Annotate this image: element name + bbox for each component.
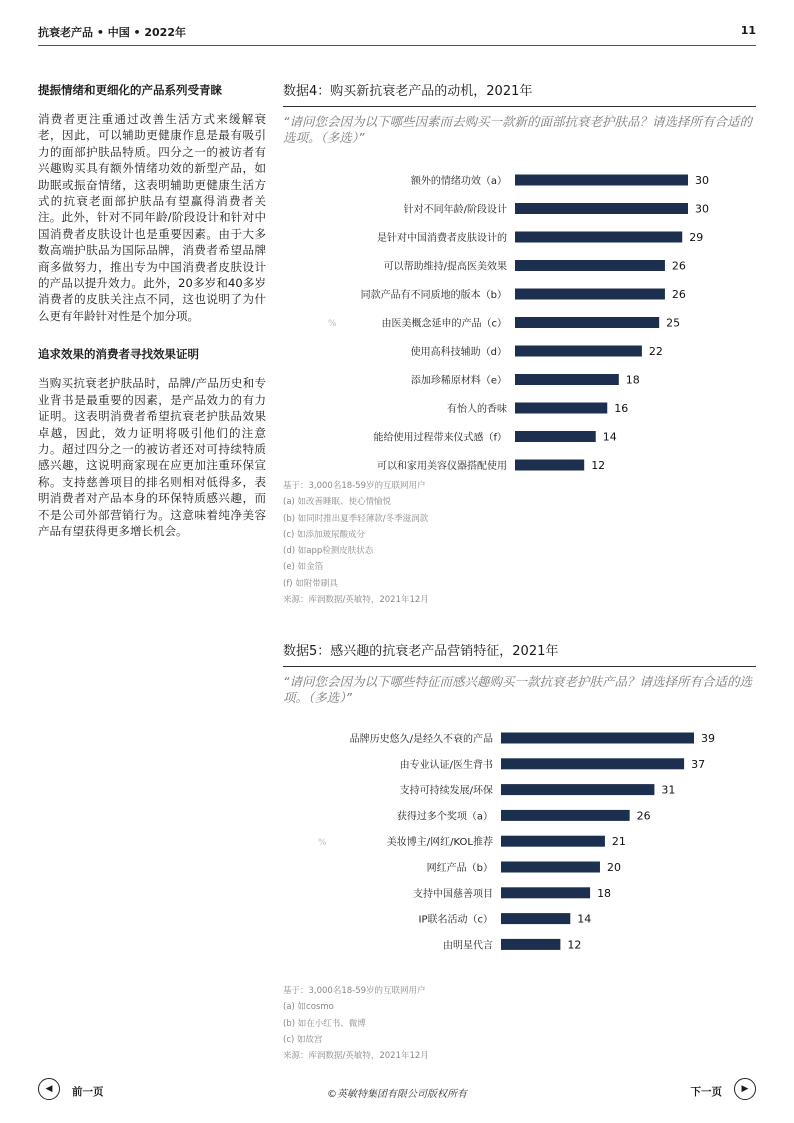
bar (515, 403, 607, 414)
figure-5-note: (a) 如cosmo (283, 1002, 334, 1013)
value-label: 18 (597, 886, 612, 900)
figure-4-note: (f) 如附带刷具 (283, 578, 338, 589)
category-label: 可以帮助维持/提高医美效果 (383, 261, 507, 273)
figure-5-notes (283, 983, 756, 1064)
figure-5-title: 数据5：感兴趣的抗衰老产品营销特征，2021年 (283, 643, 756, 667)
value-label: 14 (577, 912, 592, 926)
value-label: 30 (695, 202, 709, 216)
bar (501, 810, 630, 821)
section2-body: 当购买抗衰老护肤品时，品牌/产品历史和专业背书是最重要的因素，是产品效力的有力证明。这表明消费者希望抗衰老护肤品效果卓越，因此，效力证明将吸引他们的注意力。超过四分之一的被访者还对可持续特质感兴趣，这说明商家现在应更加注重环保宣称。支持慈善项目的排名则相对低得多，表明消费者对产品本身的环保特质感兴趣，而不是公司外部营销行为。这意味着纯净美容产品有望获得更多增长机会。 (38, 376, 266, 538)
category-label: 由明星代言 (443, 940, 493, 952)
value-label: 29 (689, 231, 704, 244)
page-number: 11 (740, 24, 756, 37)
figure-4-note: (c) 如添加玻尿酸成分 (283, 529, 366, 540)
category-label: 可以和家用美容仪器搭配使用 (377, 461, 507, 472)
value-label: 20 (606, 861, 621, 874)
value-label: 18 (625, 373, 640, 387)
figure-5-chart (283, 706, 756, 981)
value-label: 16 (614, 402, 629, 415)
value-label: 14 (602, 430, 617, 444)
category-label: 由医美概念延申的产品（c） (381, 318, 507, 330)
unit-label: % (328, 319, 337, 329)
figure-4-note: (b) 如同时推出夏季轻薄款/冬季滋润款 (283, 513, 429, 524)
bar (515, 346, 642, 357)
figure-4-chart (283, 146, 756, 476)
value-label: 26 (671, 259, 686, 273)
figure-4-note: (a) 如改善睡眠、使心情愉悦 (283, 497, 392, 508)
category-label: IP联名活动（c） (418, 914, 493, 926)
figure-4-note: (e) 如金箔 (283, 562, 324, 573)
value-label: 12 (567, 938, 582, 952)
category-label: 有怡人的香味 (447, 404, 507, 415)
figure-4-title: 数据4：购买新抗衰老产品的动机，2021年 (283, 83, 756, 107)
category-label: 网红产品（b） (426, 863, 493, 874)
figure-4-notes (283, 478, 756, 608)
bar (501, 862, 600, 873)
page-footer (38, 1076, 756, 1104)
bar (501, 913, 570, 924)
next-page-link[interactable]: 下一页 (690, 1086, 722, 1098)
section1-heading: 提振情绪和更细化的产品系列受青睐 (38, 83, 222, 97)
bar (501, 939, 560, 950)
next-page-button[interactable] (734, 1078, 756, 1100)
bar (515, 317, 659, 328)
unit-label: % (318, 838, 327, 848)
bar (501, 784, 654, 795)
next-arrow-icon: ▶ (741, 1084, 749, 1094)
category-label: 额外的情绪功效（a） (410, 176, 507, 187)
figure-4-note: 来源：库润数据/英敏特，2021年12月 (283, 595, 429, 606)
bar (501, 836, 605, 847)
value-label: 12 (591, 459, 606, 472)
category-label: 支持中国慈善项目 (413, 888, 493, 900)
value-label: 25 (666, 316, 681, 330)
figure-5-note: 来源：库润数据/英敏特，2021年12月 (283, 1051, 429, 1062)
copyright-text: ©英敏特集团有限公司版权所有 (327, 1089, 467, 1100)
figure-5-note: (c) 如故宫 (283, 1034, 323, 1045)
bar (515, 260, 665, 271)
category-label: 同款产品有不同质地的版本（b） (360, 290, 507, 301)
value-label: 26 (636, 809, 651, 823)
bar (501, 758, 684, 769)
report-title: 抗衰老产品 • 中国 • 2022年 (38, 26, 186, 39)
figure-5-note: 基于：3,000名18-59岁的互联网用户 (283, 986, 426, 996)
value-label: 30 (695, 174, 709, 187)
section2-heading: 追求效果的消费者寻找效果证明 (38, 347, 199, 362)
value-label: 39 (701, 732, 715, 745)
section1-body: 消费者更注重通过改善生活方式来缓解衰老，因此，可以辅助更健康作息是最有吸引力的面部护肤品特质。四分之一的被访者有兴趣购买具有额外情绪功效的新型产品，如助眠或振奋情绪，这表明辅助更健康生活方式的抗衰老面部护肤品有望赢得消费者关注。此外，针对不同年龄/阶段设计和针对中国消费者皮肤设计也是重要因素。由于大多数高端护肤品为国际品牌，消费者希望品牌商多做努力，推出专为中国消费者皮肤设计的产品以提升效力。此外，20多岁和40多岁消费者的皮肤关注点不同，这也说明了为什么更有年龄针对性是个加分项。 (38, 112, 266, 323)
bar (515, 175, 688, 186)
bar (501, 733, 694, 744)
category-label: 由专业认证/医生背书 (399, 759, 493, 771)
value-label: 22 (648, 345, 663, 358)
bar (515, 374, 619, 385)
left-column (38, 82, 266, 561)
bar (515, 232, 682, 243)
value-label: 26 (671, 288, 686, 301)
category-label: 针对不同年龄/阶段设计 (403, 204, 507, 216)
category-label: 支持可持续发展/环保 (399, 785, 493, 797)
figure-5 (283, 643, 756, 1064)
value-label: 37 (691, 757, 706, 771)
bar (515, 203, 688, 214)
figure-4-note: 基于：3,000名18-59岁的互联网用户 (283, 481, 426, 491)
category-label: 添加珍稀原材料（e） (410, 375, 507, 387)
category-label: 获得过多个奖项（a） (396, 811, 493, 823)
category-label: 品牌历史悠久/是经久不衰的产品 (349, 734, 493, 745)
figure-5-note: (b) 如在小红书、微博 (283, 1018, 366, 1029)
page-header (38, 24, 756, 42)
figure-4-question: “请问您会因为以下哪些因素而去购买一款新的面部抗衰老护肤品？请选择所有合适的选项。（多选）” (283, 114, 752, 145)
prev-page-link[interactable]: 前一页 (72, 1086, 104, 1098)
figure-5-question: “请问您会因为以下哪些特征而感兴趣购买一款抗衰老护肤产品？请选择所有合适的选项。（多选）” (283, 674, 752, 705)
bar (515, 431, 596, 442)
category-label: 是针对中国消费者皮肤设计的 (377, 233, 507, 244)
value-label: 31 (661, 783, 676, 797)
prev-arrow-icon: ◀ (45, 1084, 53, 1094)
bar (515, 460, 584, 471)
figure-4-note: (d) 如app检测皮肤状态 (283, 546, 374, 557)
bar (501, 887, 590, 898)
figure-4 (283, 83, 756, 608)
bar (515, 289, 665, 300)
value-label: 21 (611, 835, 626, 849)
category-label: 使用高科技辅助（d） (410, 347, 507, 358)
category-label: 美妆博主/网红/KOL推荐 (386, 837, 493, 849)
header-divider (38, 45, 756, 46)
category-label: 能给使用过程带来仪式感（f） (373, 432, 507, 444)
